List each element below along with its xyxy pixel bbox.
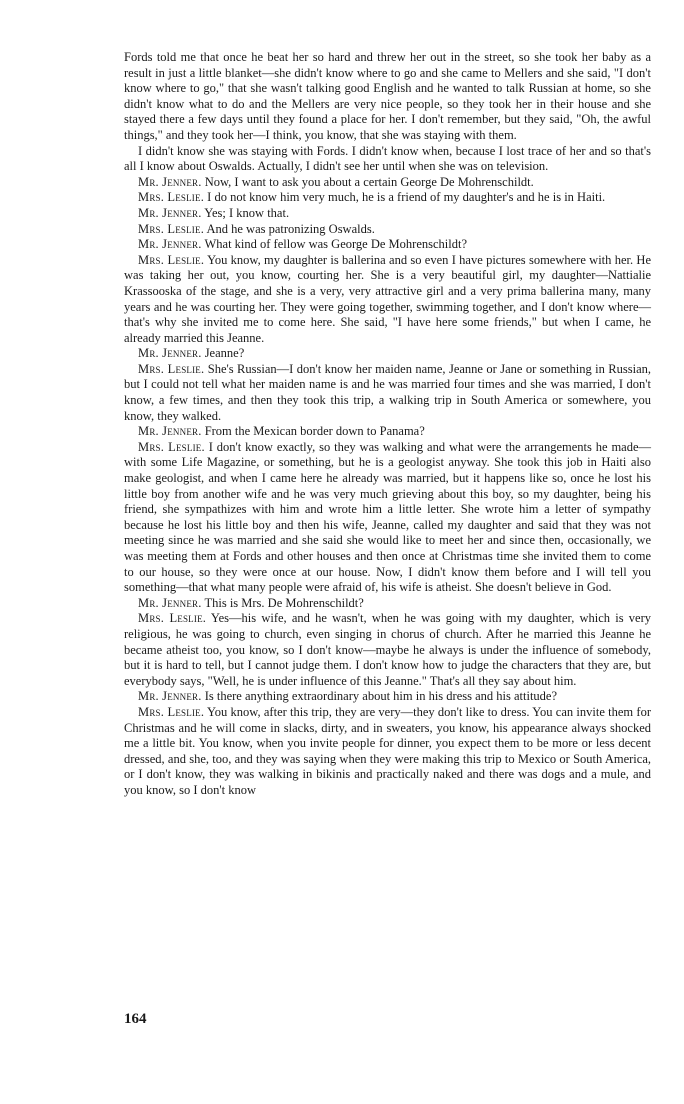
speaker-label: Mrs. Leslie. [138, 611, 207, 626]
paragraph [124, 346, 651, 362]
paragraph [124, 50, 651, 144]
paragraph [124, 362, 651, 424]
paragraph-text: You know, after this trip, they are very—they don't like to dress. You can invite them for Christmas and he will come in slacks, dirty, and in sweaters, you know, his appearance always shocked me a little bit. You know, when you invite people for dinner, you expect them to be more or less decent dressed, and she, too, and they was saying when they were making this trip to Mexico or South America, or I don't know, they was walking in bikinis and practically naked and there was dogs and a mule, and you know, so I don't know [124, 704, 651, 797]
paragraph-text: Jeanne? [204, 346, 245, 361]
paragraph-text: I didn't know she was staying with Fords. I didn't know when, because I lost trace of her and so that's all I know about Oswalds. Actually, I didn't see her until when she was on television. [124, 143, 651, 174]
paragraph-text: And he was patronizing Oswalds. [206, 221, 375, 236]
speaker-label: Mrs. Leslie. [138, 190, 205, 205]
paragraph-text: From the Mexican border down to Panama? [204, 424, 425, 439]
paragraph [124, 440, 651, 596]
page-number: 164 [124, 1011, 147, 1027]
paragraph [124, 253, 651, 347]
speaker-label: Mrs. Leslie. [138, 221, 205, 236]
speaker-label: Mr. Jenner. [138, 205, 202, 220]
speaker-label: Mrs. Leslie. [138, 704, 205, 719]
paragraph-text: What kind of fellow was George De Mohrenschildt? [204, 237, 468, 252]
paragraph [124, 611, 651, 689]
speaker-label: Mrs. Leslie. [138, 439, 205, 454]
paragraph [124, 596, 651, 612]
paragraph [124, 237, 651, 253]
paragraph-text: Yes—his wife, and he wasn't, when he was going with my daughter, which is very religious, he was going to church, even singing in chorus of church. After he married this Jeanne he became atheist too, you know, so I don't know—maybe he always is under the influence of somebody, but it is hard to tell, but I cannot judge them. I don't know how to judge the characters that they are, but everybody says, "Well, he is under influence of this Jeanne." That's all they say about him. [124, 611, 651, 688]
paragraph [124, 206, 651, 222]
document-body [124, 50, 651, 799]
paragraph-text: I don't know exactly, so they was walking and what were the arrangements he made—with some Life Magazine, or something, but he is a geologist anyway. She took this job in Haiti also make geologist, and when I came here he already was married, but it happens like so, once he lost his little boy from another wife and he was very much grieving about this boy, so my daughter, being his friend, she sympathizes with him and wrote him a little letter. She wrote him a letter of sympathy because he lost his little boy and then his wife, Jeanne, called my daughter and said that they was not meeting since he was married and she said she would like to meet her and since then, occasionally, we was meeting them at Fords and other houses and then once at Christmas time she invited them to come to our house, so they were once at our house. Now, I didn't know them before and I will tell you something—that what many people were afraid of, his wife is atheist. She doesn't believe in God. [124, 439, 652, 595]
paragraph [124, 222, 651, 238]
speaker-label: Mr. Jenner. [138, 174, 202, 189]
paragraph [124, 424, 651, 440]
paragraph-text: You know, my daughter is ballerina and so even I have pictures somewhere with her. He was taking her out, you know, courting her. She is a very beautiful girl, my daughter—Nattialie Krassooska of the stage, and she is a very, very attractive girl and a very prima ballerina many, many years and he was courting her. They were going together, swimming together, and I don't know where—that's why she invited me to come here. She said, "I have here some friends," but when I came, he already married this Jeanne. [124, 252, 651, 345]
paragraph-text: Fords told me that once he beat her so hard and threw her out in the street, so she took her baby as a result in just a little blanket—she didn't know where to go and she came to Mellers and she said, "I don't know where to go," that she wasn't talking good English and he wanted to talk Russian at home, so she didn't know what to do and the Mellers are very nice people, so they took her in their house and she stayed there a few days until they found a place for her. I don't remember, but they said, "Oh, the awful things," and they took her—I think, you know, that she was staying with them. [124, 50, 651, 142]
paragraph [124, 689, 651, 705]
paragraph-text: I do not know him very much, he is a friend of my daughter's and he is in Haiti. [207, 190, 606, 205]
paragraph [124, 705, 651, 799]
paragraph-text: She's Russian—I don't know her maiden name, Jeanne or Jane or something in Russian, but I could not tell what her maiden name is and he was married four times and she was married, I don't know, a few times, and then they took this trip, a walking trip in South America or somewhere, you know, they walked. [124, 361, 652, 423]
speaker-label: Mr. Jenner. [138, 237, 202, 252]
speaker-label: Mr. Jenner. [138, 424, 202, 439]
speaker-label: Mrs. Leslie. [138, 252, 205, 267]
speaker-label: Mrs. Leslie. [138, 361, 205, 376]
paragraph [124, 144, 651, 175]
paragraph-text: Now, I want to ask you about a certain George De Mohrenschildt. [204, 174, 534, 189]
paragraph-text: Yes; I know that. [204, 205, 290, 220]
paragraph [124, 175, 651, 191]
speaker-label: Mr. Jenner. [138, 595, 202, 610]
paragraph-text: This is Mrs. De Mohrenschildt? [204, 595, 364, 610]
speaker-label: Mr. Jenner. [138, 689, 202, 704]
paragraph-text: Is there anything extraordinary about him in his dress and his attitude? [204, 689, 558, 704]
speaker-label: Mr. Jenner. [138, 346, 202, 361]
paragraph [124, 190, 651, 206]
